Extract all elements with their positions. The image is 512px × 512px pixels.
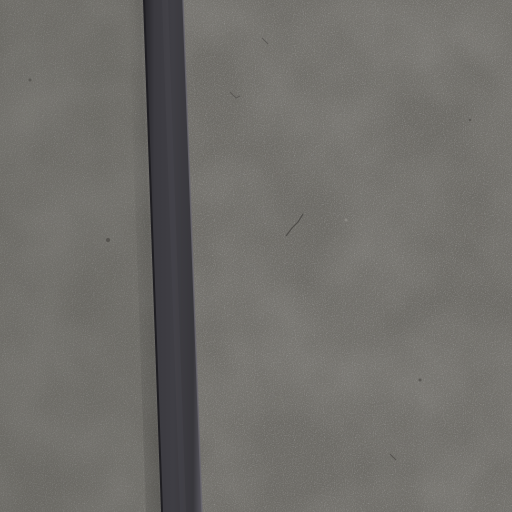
concrete-pit (469, 119, 471, 121)
concrete-pit (29, 79, 32, 82)
concrete-pit (419, 379, 422, 382)
concrete-pit (106, 238, 110, 242)
concrete-pit (345, 219, 348, 222)
